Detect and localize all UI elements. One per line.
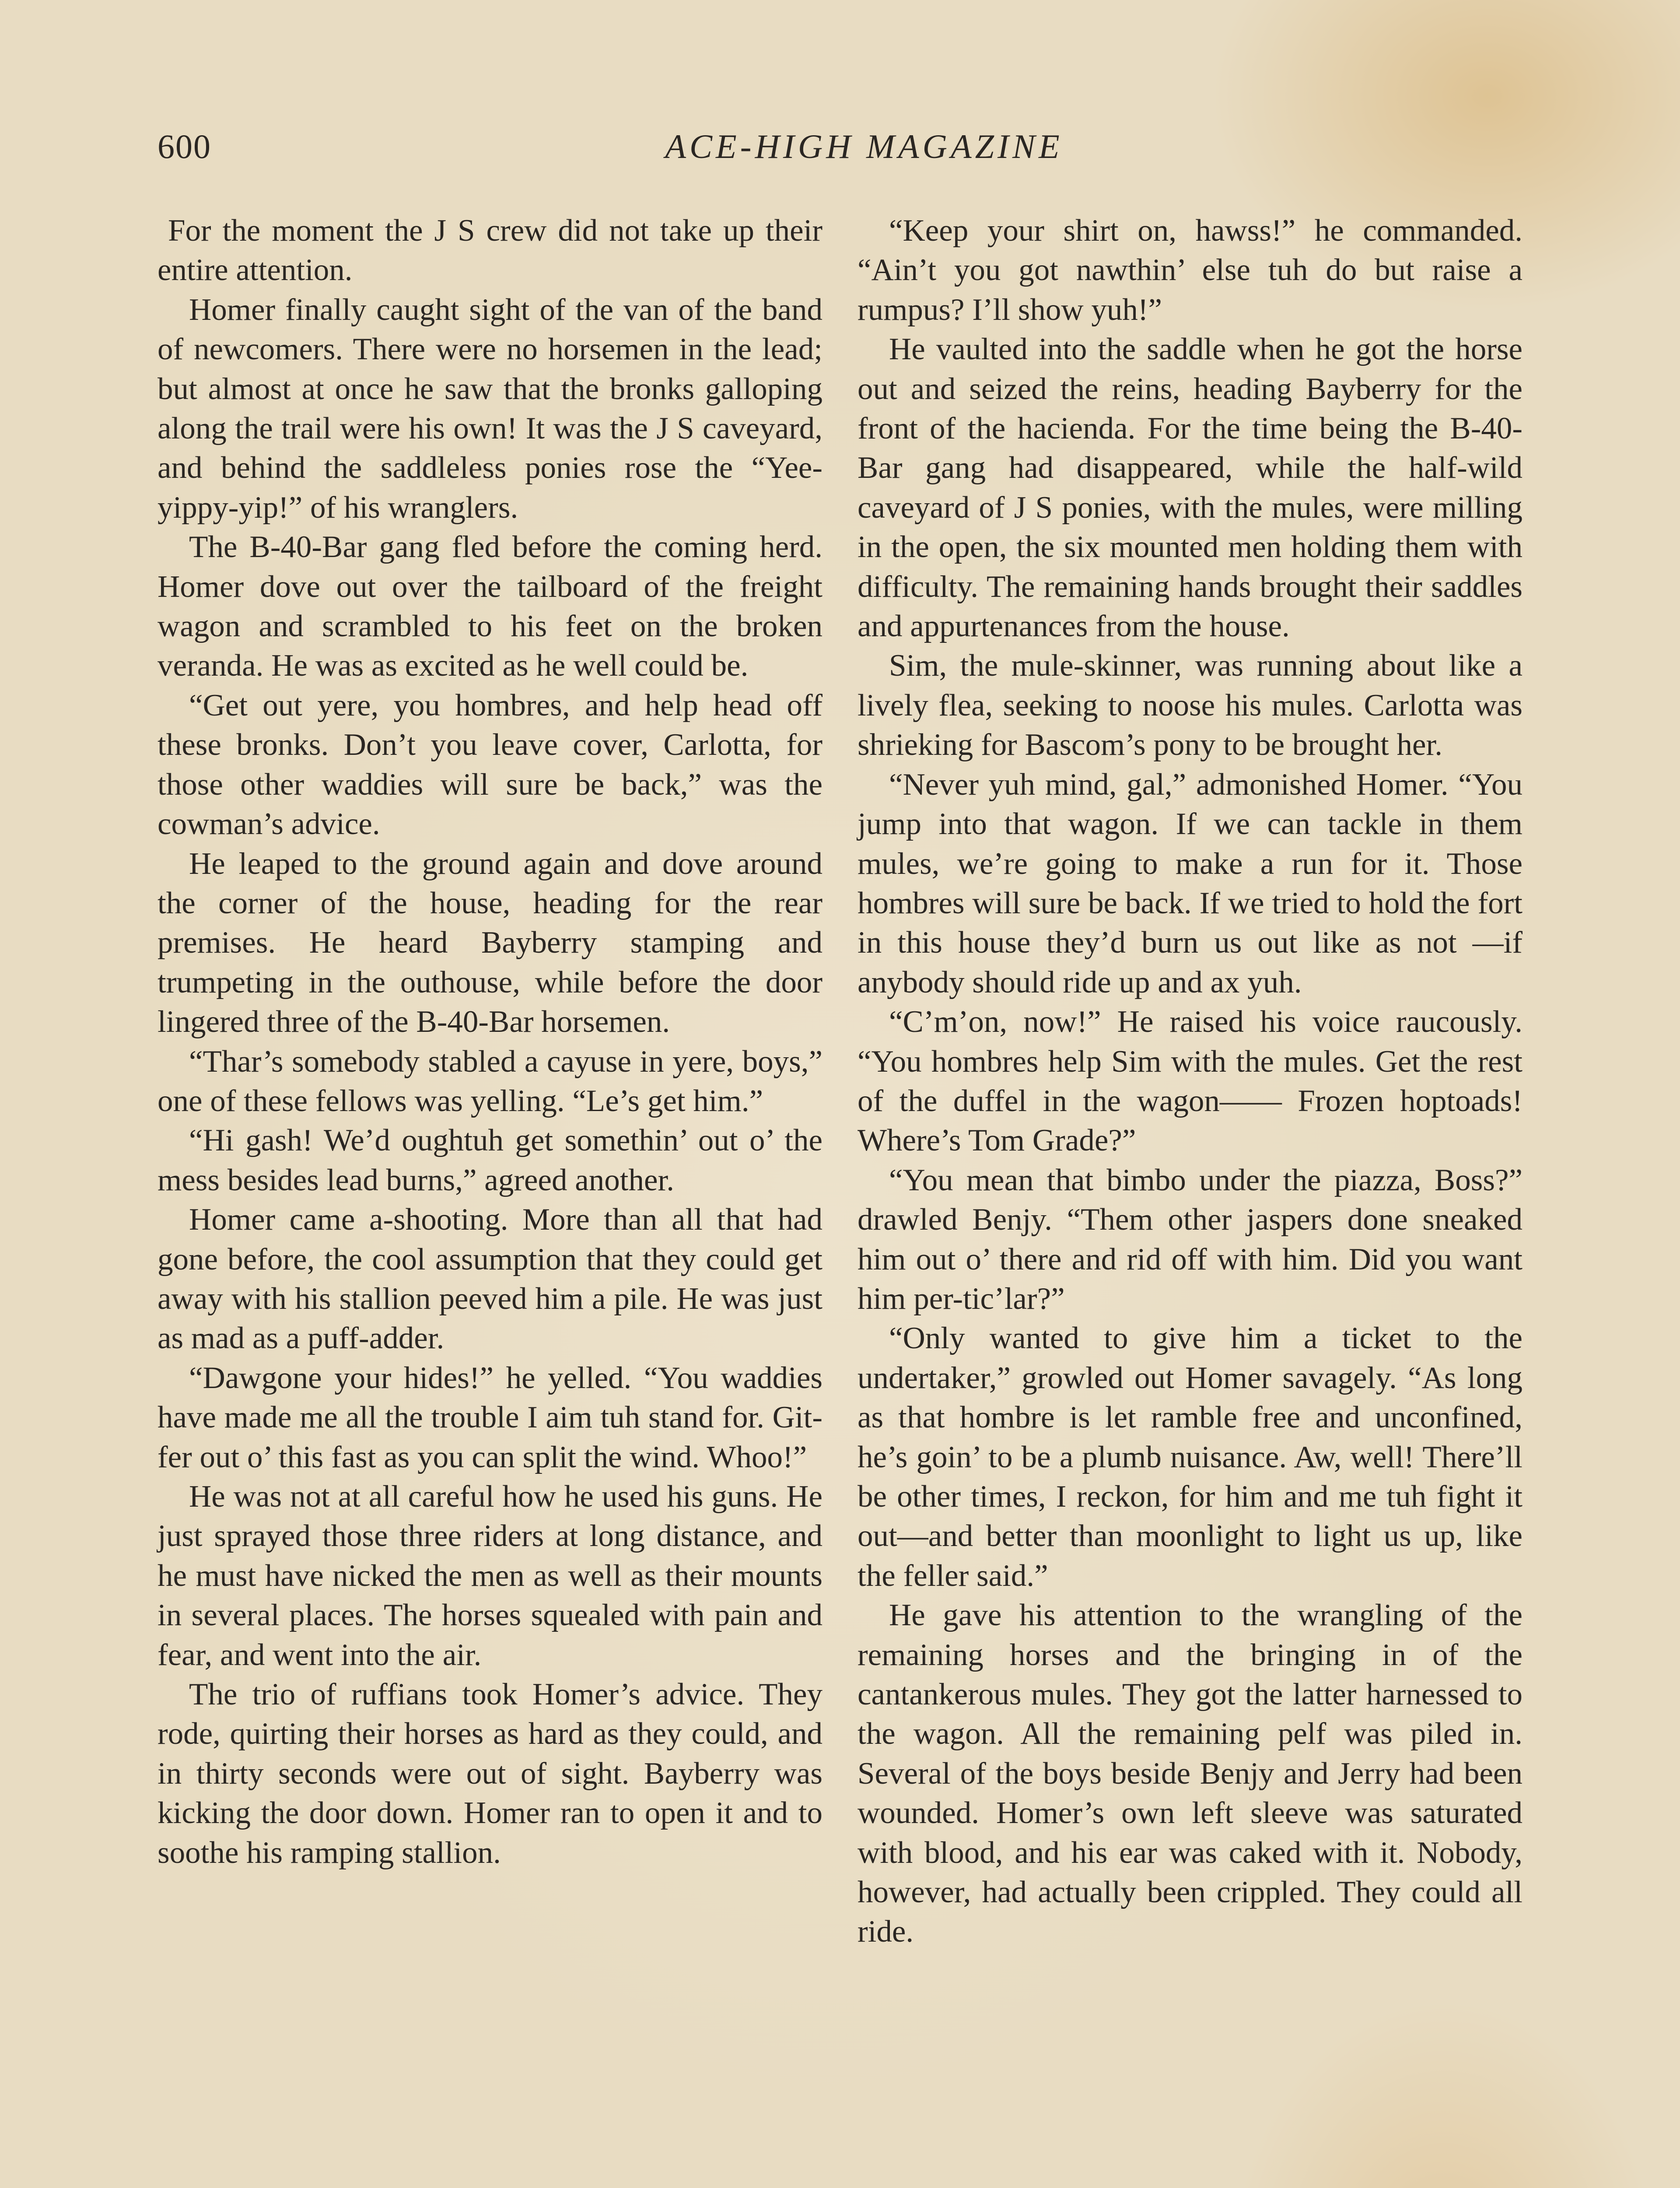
paragraph: Homer finally caught sight of the van of the band of newcomers. There were no horsemen in the lead; but almost at once he saw that the bronks galloping along the trail were his own! It was the J S caveyard, and behind the saddleless ponies rose the “Yee-yippy-yip!” of his wranglers. bbox=[158, 292, 822, 525]
paragraph: He gave his attention to the wrangling of the remaining horses and the bringing in of the cantankerous mules. They got the latter harnessed to the wagon. All the remaining pelf was piled in. Several of the boys beside Benjy and Jerry had been wounded. Homer’s own left sleeve was saturated with blood, and his ear was caked with it. Nobody, however, had actually been crippled. They could all ride. bbox=[858, 1598, 1522, 1949]
paragraph: He was not at all careful how he used his guns. He just sprayed those three riders at long distance, and he must have nicked the men as well as their mounts in several places. The horses squealed with pain and fear, and went into the air. bbox=[158, 1480, 822, 1672]
running-title: ACE-HIGH MAGAZINE bbox=[665, 127, 1063, 165]
paragraph: “Hi gash! We’d oughtuh get somethin’ out o’ the mess besides lead burns,” agreed another. bbox=[158, 1123, 822, 1197]
left-column bbox=[158, 211, 822, 1872]
paragraph: The trio of ruffians took Homer’s advice. They rode, quirting their horses as hard as they could, and in thirty seconds were out of sight. Bayberry was kicking the door down. Homer ran to open it and to soothe his ramping stallion. bbox=[158, 1677, 822, 1870]
paragraph: Homer came a-shooting. More than all that had gone before, the cool assumption that they could get away with his stallion peeved him a pile. He was just as mad as a puff-adder. bbox=[158, 1203, 822, 1356]
paragraph: “Thar’s somebody stabled a cayuse in yere, boys,” one of these fellows was yelling. “Le’s get him.” bbox=[158, 1044, 822, 1118]
paragraph: The B-40-Bar gang fled before the coming herd. Homer dove out over the tailboard of the freight wagon and scrambled to his feet on the broken veranda. He was as excited as he well could be. bbox=[158, 530, 822, 683]
paragraph: “Keep your shirt on, hawss!” he commanded. “Ain’t you got nawthin’ else tuh do but raise a rumpus? I’ll show yuh!” bbox=[858, 214, 1522, 327]
paragraph: For the moment the J S crew did not take up their entire attention. bbox=[158, 214, 822, 288]
page-header bbox=[158, 127, 1522, 175]
paragraph: “Never yuh mind, gal,” admonished Homer. “You jump into that wagon. If we can tackle in them mules, we’re going to make a run for it. Those hombres will sure be back. If we tried to hold the fort in this house they’d burn us out like as not —if anybody should ride up and ax yuh. bbox=[858, 767, 1522, 999]
page-number: 600 bbox=[158, 127, 211, 165]
paragraph: “You mean that bimbo under the piazza, Boss?” drawled Benjy. “Them other jaspers done sneaked him out o’ there and rid off with him. Did you want him per-tic’lar?” bbox=[858, 1163, 1522, 1316]
paragraph: “C’m’on, now!” He raised his voice raucously. “You hombres help Sim with the mules. Get the rest of the duffel in the wagon—— Frozen hoptoads! Where’s Tom Grade?” bbox=[858, 1005, 1522, 1158]
paragraph: He leaped to the ground again and dove around the corner of the house, heading for the rear premises. He heard Bayberry stamping and trumpeting in the outhouse, while before the door lingered three of the B-40-Bar horsemen. bbox=[158, 846, 822, 1039]
paragraph: “Get out yere, you hombres, and help head off these bronks. Don’t you leave cover, Carlotta, for those other waddies will sure be back,” was the cowman’s advice. bbox=[158, 688, 822, 842]
paragraph: “Dawgone your hides!” he yelled. “You waddies have made me all the trouble I aim tuh stand for. Git-fer out o’ this fast as you can split the wind. Whoo!” bbox=[158, 1360, 822, 1474]
right-column bbox=[858, 211, 1522, 1952]
paragraph: He vaulted into the saddle when he got the horse out and seized the reins, heading Bayberry for the front of the hacienda. For the time being the B-40-Bar gang had disappeared, while the half-wild caveyard of J S ponies, with the mules, were milling in the open, the six mounted men holding them with difficulty. The remaining hands brought their saddles and appurtenances from the house. bbox=[858, 332, 1522, 644]
paragraph: Sim, the mule-skinner, was running about like a lively flea, seeking to noose his mules. Carlotta was shrieking for Bascom’s pony to be brought her. bbox=[858, 649, 1522, 762]
paragraph: “Only wanted to give him a ticket to the undertaker,” growled out Homer savagely. “As long as that hombre is let ramble free and unconfined, he’s goin’ to be a plumb nuisance. Aw, well! There’ll be other times, I reckon, for him and me tuh fight it out—and better than moonlight to light us up, like the feller said.” bbox=[858, 1321, 1522, 1593]
